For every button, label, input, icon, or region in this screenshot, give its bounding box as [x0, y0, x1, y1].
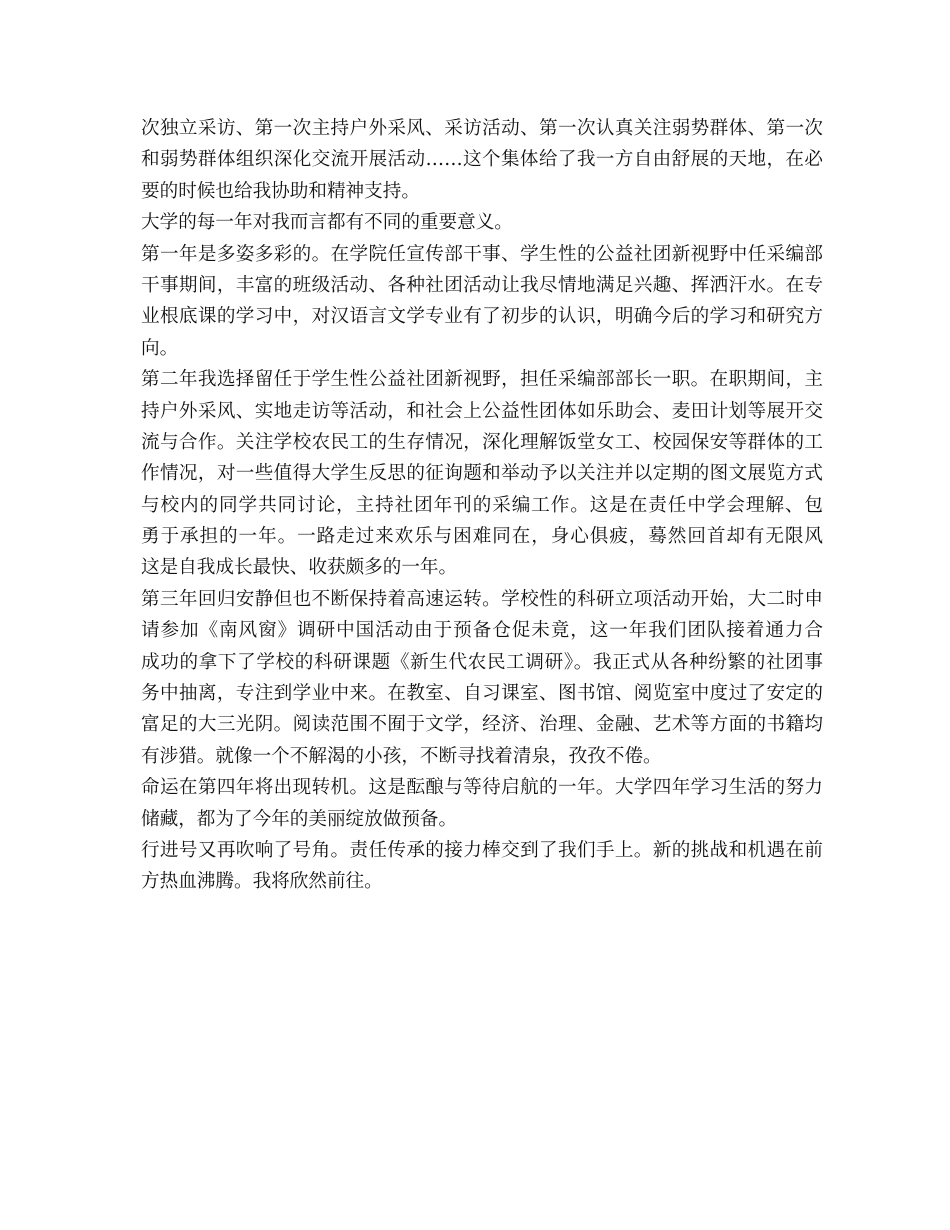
text-line: 持户外采风、实地走访等活动，和社会上公益性团体如乐助会、麦田计划等展开交	[141, 400, 823, 422]
text-line: 作情况，对一些值得大学生反思的征询题和举动予以关注并以定期的图文展览方式	[141, 463, 823, 485]
text-line: 干事期间，丰富的班级活动、各种社团活动让我尽情地满足兴趣、挥洒汗水。在专	[141, 274, 823, 296]
text-line: 和弱势群体组织深化交流开展活动……这个集体给了我一方自由舒展的天地，在必	[141, 149, 823, 171]
body-text	[141, 113, 823, 898]
text-line: 命运在第四年将出现转机。这是酝酿与等待启航的一年。大学四年学习生活的努力	[141, 777, 823, 799]
text-line: 成功的拿下了学校的科研课题《新生代农民工调研》。我正式从各种纷繁的社团事	[141, 651, 823, 673]
text-line: 方热血沸腾。我将欣然前往。	[141, 871, 383, 893]
text-line: 与校内的同学共同讨论，主持社团年刊的采编工作。这是在责任中学会理解、包	[141, 494, 823, 516]
paragraph	[141, 364, 823, 584]
paragraph	[141, 207, 823, 238]
paragraph	[141, 113, 823, 207]
text-line: 行进号又再吹响了号角。责任传承的接力棒交到了我们手上。新的挑战和机遇在前	[141, 839, 823, 861]
text-line: 富足的大三光阴。阅读范围不囿于文学，经济、治理、金融、艺术等方面的书籍均	[141, 714, 823, 736]
paragraph	[141, 584, 823, 772]
text-line: 业根底课的学习中，对汉语言文学专业有了初步的认识，明确今后的学习和研究方	[141, 306, 823, 328]
paragraph	[141, 835, 823, 898]
paragraph	[141, 239, 823, 365]
text-line: 请参加《南风窗》调研中国活动由于预备仓促未竟，这一年我们团队接着通力合	[141, 620, 823, 642]
text-line: 要的时候也给我协助和精神支持。	[141, 180, 420, 202]
text-line: 第二年我选择留任于学生性公益社团新视野，担任采编部部长一职。在职期间，主	[141, 369, 823, 391]
paragraph	[141, 772, 823, 835]
text-line: 务中抽离，专注到学业中来。在教室、自习课室、图书馆、阅览室中度过了安定的	[141, 683, 823, 705]
text-line: 大学的每一年对我而言都有不同的重要意义。	[141, 212, 513, 234]
text-line: 次独立采访、第一次主持户外采风、采访活动、第一次认真关注弱势群体、第一次	[141, 118, 823, 139]
text-line: 勇于承担的一年。一路走过来欢乐与困难同在，身心俱疲，蓦然回首却有无限风	[141, 526, 823, 548]
text-line: 第一年是多姿多彩的。在学院任宣传部干事、学生性的公益社团新视野中任采编部	[141, 243, 823, 265]
text-line: 这是自我成长最快、收获颇多的一年。	[141, 557, 458, 579]
text-line: 流与合作。关注学校农民工的生存情况，深化理解饭堂女工、校园保安等群体的工	[141, 431, 823, 453]
text-line: 有涉猎。就像一个不解渴的小孩，不断寻找着清泉，孜孜不倦。	[141, 745, 662, 767]
text-line: 储藏，都为了今年的美丽绽放做预备。	[141, 808, 458, 830]
text-line: 第三年回归安静但也不断保持着高速运转。学校性的科研立项活动开始，大二时申	[141, 588, 823, 610]
text-line: 向。	[141, 337, 179, 359]
